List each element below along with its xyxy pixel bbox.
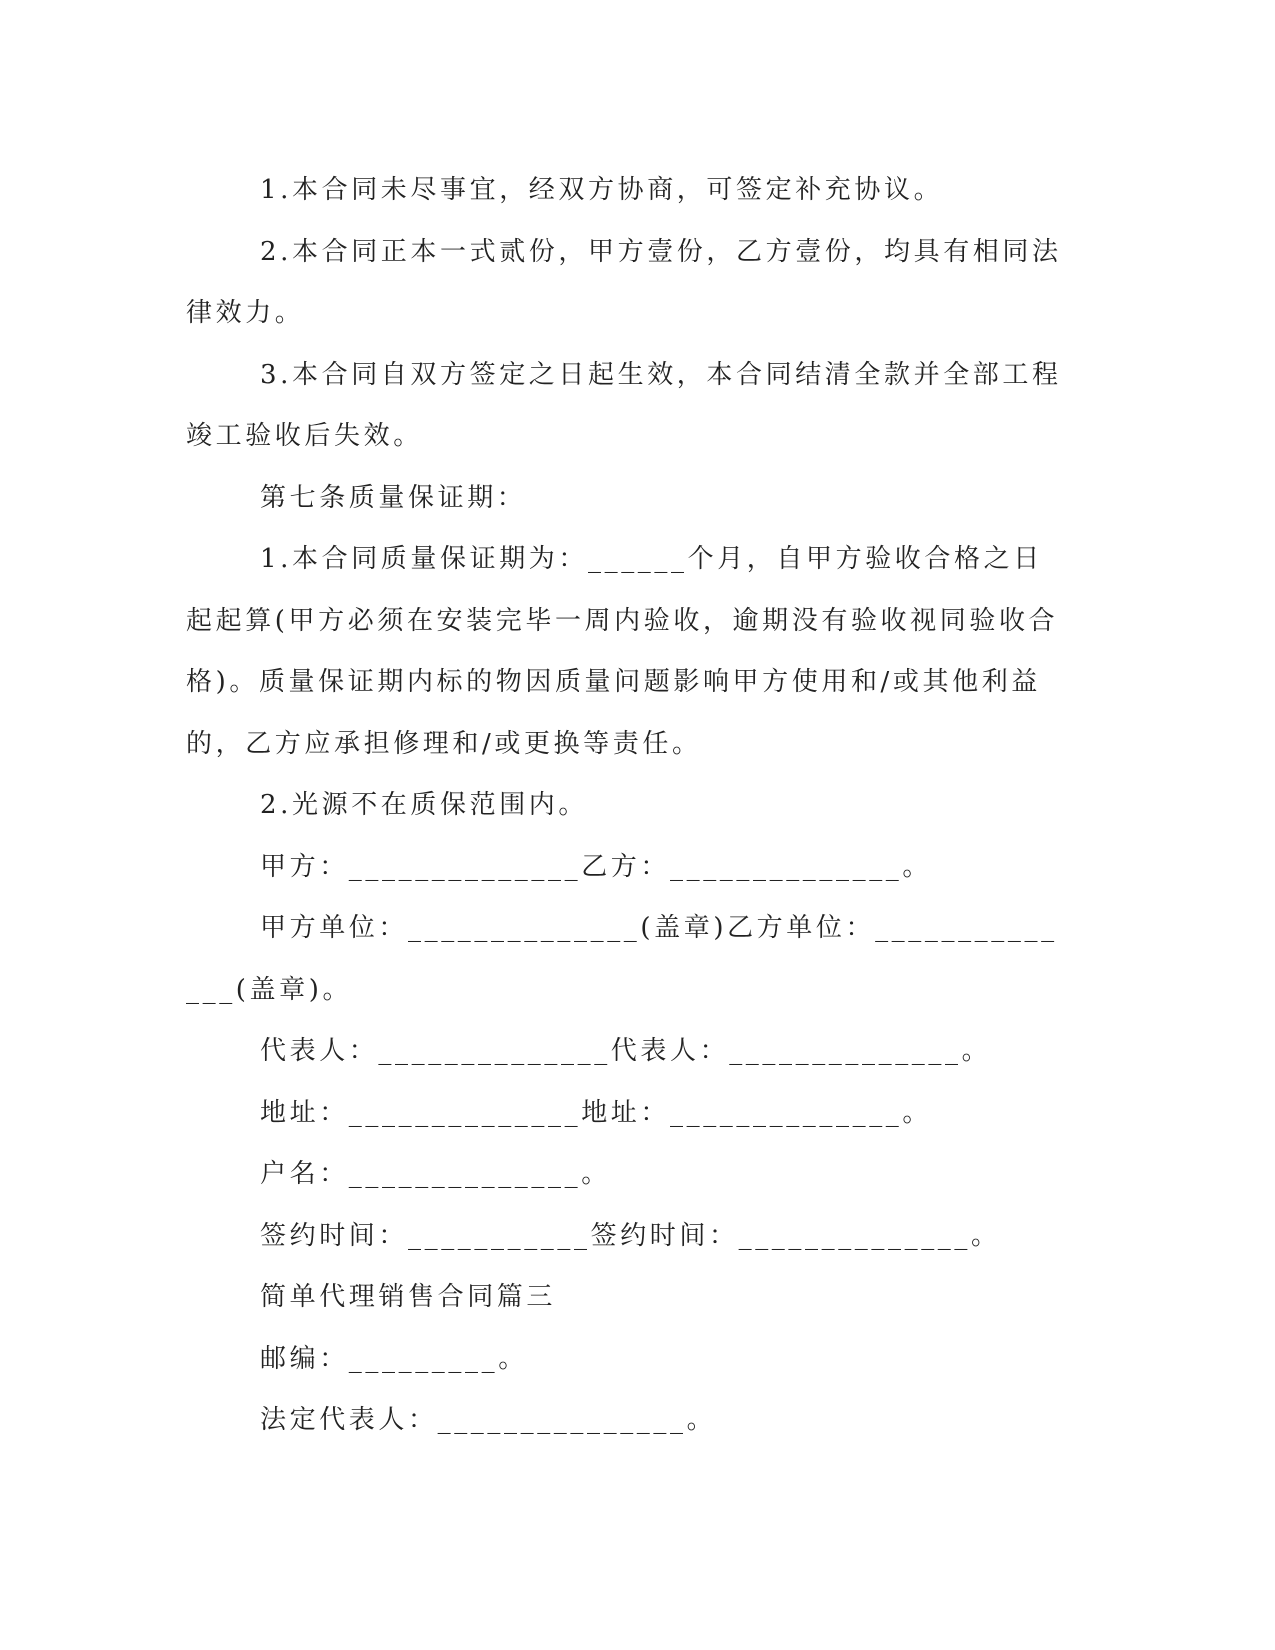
party-unit-line: 甲方单位：______________(盖章)乙方单位：______________(盖章)。 xyxy=(186,913,1058,1005)
postcode-line: 邮编：_________。 xyxy=(260,1343,528,1374)
legal-representative-line: 法定代表人：_______________。 xyxy=(260,1405,717,1435)
clause-2-paragraph: 2.本合同正本一式贰份，甲方壹份，乙方壹份，均具有相同法律效力。 xyxy=(186,236,1062,328)
warranty-clause-1-paragraph: 1.本合同质量保证期为：______个月，自甲方验收合格之日起起算(甲方必须在安装完毕一周内验收，逾期没有验收视同验收合格)。质量保证期内标的物因质量问题影响甲方使用和/或其他利益的，乙方应承担修理和/或更换等责任。 xyxy=(186,544,1059,759)
account-name-line: 户名：______________。 xyxy=(260,1159,611,1189)
document-body xyxy=(186,160,1064,1452)
warranty-clause-2-paragraph: 2.光源不在质保范围内。 xyxy=(260,790,589,820)
address-line: 地址：______________地址：______________。 xyxy=(260,1097,932,1128)
party-line: 甲方：______________乙方：______________。 xyxy=(260,851,932,882)
clause-3-paragraph: 3.本合同自双方签定之日起生效，本合同结清全款并全部工程竣工验收后失效。 xyxy=(186,359,1062,451)
article-7-heading: 第七条质量保证期： xyxy=(260,482,527,513)
section-title: 简单代理销售合同篇三 xyxy=(260,1282,557,1312)
clause-1-paragraph: 1.本合同未尽事宜，经双方协商，可签定补充协议。 xyxy=(260,175,944,205)
signing-time-line: 签约时间：___________签约时间：______________。 xyxy=(260,1220,1001,1251)
representative-line: 代表人：______________代表人：______________。 xyxy=(260,1036,992,1066)
